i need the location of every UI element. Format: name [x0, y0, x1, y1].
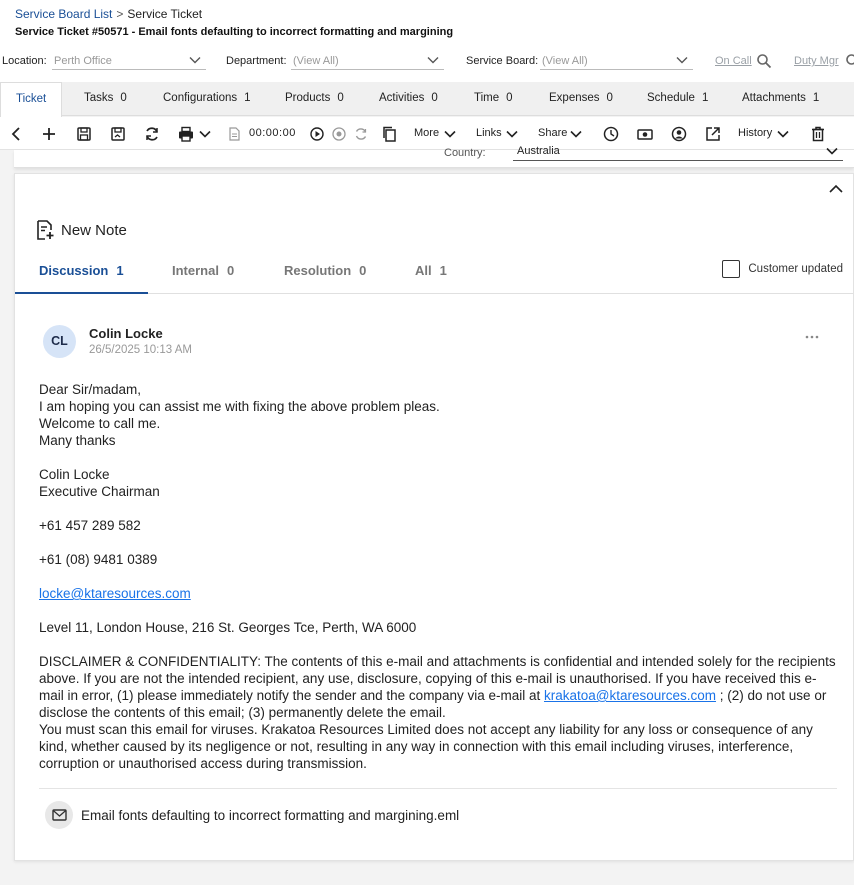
- note-line: Executive Chairman: [39, 484, 160, 499]
- service-board-select[interactable]: [540, 52, 693, 70]
- more-options-icon[interactable]: [805, 334, 819, 340]
- tab-label: Configurations: [163, 92, 238, 104]
- stop-icon[interactable]: [330, 125, 348, 143]
- department-label: Department:: [226, 55, 287, 67]
- tab-label: Resolution: [284, 263, 352, 278]
- back-icon[interactable]: [8, 125, 26, 143]
- country-row: [14, 145, 854, 168]
- tab-resolution[interactable]: [284, 263, 366, 278]
- tab-count: 1: [116, 263, 124, 278]
- play-icon[interactable]: [308, 125, 326, 143]
- service-board-label: Service Board:: [466, 55, 539, 67]
- tab-label: Discussion: [39, 263, 109, 278]
- country-select[interactable]: [513, 145, 843, 161]
- tab-all[interactable]: [415, 263, 447, 278]
- tab-count: 0: [337, 92, 344, 104]
- duty-mgr-link[interactable]: Duty Mgr: [794, 55, 839, 67]
- new-note-label: New Note: [61, 221, 127, 239]
- tab-label: Time: [474, 92, 500, 104]
- page-title: Service Ticket #50571 - Email fonts defaulting to incorrect formatting and margining: [15, 26, 454, 38]
- print-icon[interactable]: [177, 125, 195, 143]
- note-phone-mobile: +61 457 289 582: [39, 518, 141, 533]
- new-note-button[interactable]: [35, 219, 127, 241]
- page-header: [0, 0, 854, 82]
- more-menu[interactable]: More: [414, 127, 440, 139]
- note-line: I am hoping you can assist me with fixing the above problem pleas.: [39, 399, 440, 414]
- contact-icon[interactable]: [670, 125, 688, 143]
- copy-icon[interactable]: [380, 125, 398, 143]
- new-note-icon: [35, 219, 55, 241]
- email-link[interactable]: locke@ktaresources.com: [39, 586, 191, 601]
- tab-count: 0: [359, 263, 367, 278]
- chevron-down-icon[interactable]: [567, 125, 585, 143]
- customer-updated-checkbox[interactable]: [722, 260, 740, 278]
- tab-label: Schedule: [647, 92, 695, 104]
- active-tab-indicator: [15, 292, 148, 294]
- timer-display: 00:00:00: [249, 127, 296, 139]
- tab-count: 0: [506, 92, 513, 104]
- tab-configurations[interactable]: [163, 82, 251, 116]
- breadcrumb-separator: >: [116, 7, 124, 21]
- tab-label: All: [415, 263, 432, 278]
- chevron-down-icon[interactable]: [441, 125, 459, 143]
- tab-label: Products: [285, 92, 331, 104]
- breadcrumb: [15, 7, 202, 21]
- note-line: Many thanks: [39, 433, 116, 448]
- tab-activities[interactable]: [379, 82, 438, 116]
- note-author: Colin Locke: [89, 326, 163, 341]
- attachment-filename: Email fonts defaulting to incorrect formatting and margining.eml: [81, 807, 460, 823]
- ticket-tabs: [0, 82, 854, 116]
- chevron-down-icon: [426, 53, 440, 67]
- note-line: Welcome to call me.: [39, 416, 161, 431]
- tab-label: Activities: [379, 92, 425, 104]
- clock-icon[interactable]: [602, 125, 620, 143]
- location-select[interactable]: [52, 52, 206, 70]
- disclaimer-text: DISCLAIMER & CONFIDENTIALITY: The contents of this e-mail and attachments is confidential and intended solely for the recipients above. If you are not the intended recipient, any use, disclosure, copying of this e-mail is unauthorised. If you have received this e-mail in error, (1) please immediately notify the sender and the company via e-mail at: [39, 654, 836, 703]
- tab-label: Ticket: [16, 93, 47, 105]
- note-tabs: [15, 259, 853, 294]
- tab-count: 1: [701, 92, 709, 104]
- note-line: Dear Sir/madam,: [39, 382, 142, 397]
- tab-label: Attachments: [742, 92, 806, 104]
- country-label: Country:: [444, 147, 486, 159]
- history-menu[interactable]: History: [738, 127, 773, 139]
- tab-discussion[interactable]: [39, 263, 124, 278]
- chevron-up-icon[interactable]: [827, 180, 845, 198]
- location-value: Perth Office: [54, 55, 112, 67]
- save-icon[interactable]: [75, 125, 93, 143]
- tab-count: 1: [244, 92, 251, 104]
- disclaimer-text: ; (2) do not use or disclose the contents of this email; (3) permanently delete the email.: [39, 688, 827, 720]
- add-icon[interactable]: [40, 125, 58, 143]
- note-line: Colin Locke: [39, 467, 110, 482]
- refresh-icon[interactable]: [143, 125, 161, 143]
- tab-expenses[interactable]: [549, 82, 613, 116]
- share-menu[interactable]: Share: [538, 127, 568, 139]
- tab-count: 0: [431, 92, 438, 104]
- department-value: (View All): [293, 55, 339, 67]
- tab-attachments[interactable]: [742, 82, 819, 116]
- note-virus-warning: You must scan this email for viruses. Krakatoa Resources Limited does not accept any liability for any loss or consequence of any kind, whether caused by its negligence or not, resulting in any way in connection with this email including viruses, interference, corruption or unauthorised access during transmission.: [39, 722, 813, 771]
- tab-label: Tasks: [84, 92, 114, 104]
- timesheet-icon[interactable]: [225, 125, 243, 143]
- tab-label: Expenses: [549, 92, 600, 104]
- location-label: Location:: [2, 55, 47, 67]
- expense-icon[interactable]: [636, 125, 654, 143]
- avatar: CL: [43, 325, 76, 358]
- search-icon[interactable]: [756, 53, 772, 69]
- chevron-down-icon: [825, 144, 839, 158]
- search-icon[interactable]: [845, 53, 854, 69]
- on-call-link[interactable]: On Call: [715, 55, 752, 67]
- tab-count: 0: [606, 92, 613, 104]
- reset-timer-icon[interactable]: [352, 125, 370, 143]
- tab-count: 0: [120, 92, 127, 104]
- note-body: [39, 381, 839, 772]
- breadcrumb-service-board-list[interactable]: Service Board List: [15, 7, 113, 21]
- tab-tasks[interactable]: [84, 82, 127, 116]
- chevron-down-icon: [188, 53, 202, 67]
- note-phone-office: +61 (08) 9481 0389: [39, 552, 158, 567]
- note-date: 26/5/2025 10:13 AM: [89, 344, 192, 356]
- chevron-down-icon[interactable]: [196, 125, 214, 143]
- customer-updated-toggle[interactable]: [722, 260, 843, 278]
- email-icon: [45, 801, 73, 829]
- tab-time[interactable]: [474, 82, 513, 116]
- save-and-close-icon[interactable]: [109, 125, 127, 143]
- disclaimer-email-link[interactable]: krakatoa@ktaresources.com: [543, 688, 717, 703]
- attachment-item[interactable]: [45, 801, 459, 829]
- links-menu[interactable]: Links: [476, 127, 502, 139]
- open-external-icon[interactable]: [704, 125, 722, 143]
- notes-panel: [14, 173, 854, 861]
- divider: [39, 788, 837, 789]
- note-disclaimer: [39, 653, 839, 721]
- delete-icon[interactable]: [809, 125, 827, 143]
- tab-count: 1: [812, 92, 820, 104]
- department-select[interactable]: [291, 52, 444, 70]
- tab-schedule[interactable]: [647, 82, 708, 116]
- service-board-value: (View All): [542, 55, 588, 67]
- chevron-down-icon[interactable]: [774, 125, 792, 143]
- customer-updated-label: Customer updated: [748, 263, 843, 275]
- chevron-down-icon: [675, 53, 689, 67]
- tab-count: 0: [226, 263, 235, 278]
- filter-bar: [0, 52, 854, 72]
- note-address: Level 11, London House, 216 St. Georges Tce, Perth, WA 6000: [39, 620, 417, 635]
- country-value: Australia: [517, 145, 560, 157]
- tab-ticket[interactable]: [0, 82, 62, 117]
- tab-internal[interactable]: [172, 263, 234, 278]
- tab-products[interactable]: [285, 82, 344, 116]
- breadcrumb-current: Service Ticket: [127, 7, 203, 21]
- tab-label: Internal: [172, 263, 219, 278]
- tab-count: 1: [439, 263, 447, 278]
- chevron-down-icon[interactable]: [503, 125, 521, 143]
